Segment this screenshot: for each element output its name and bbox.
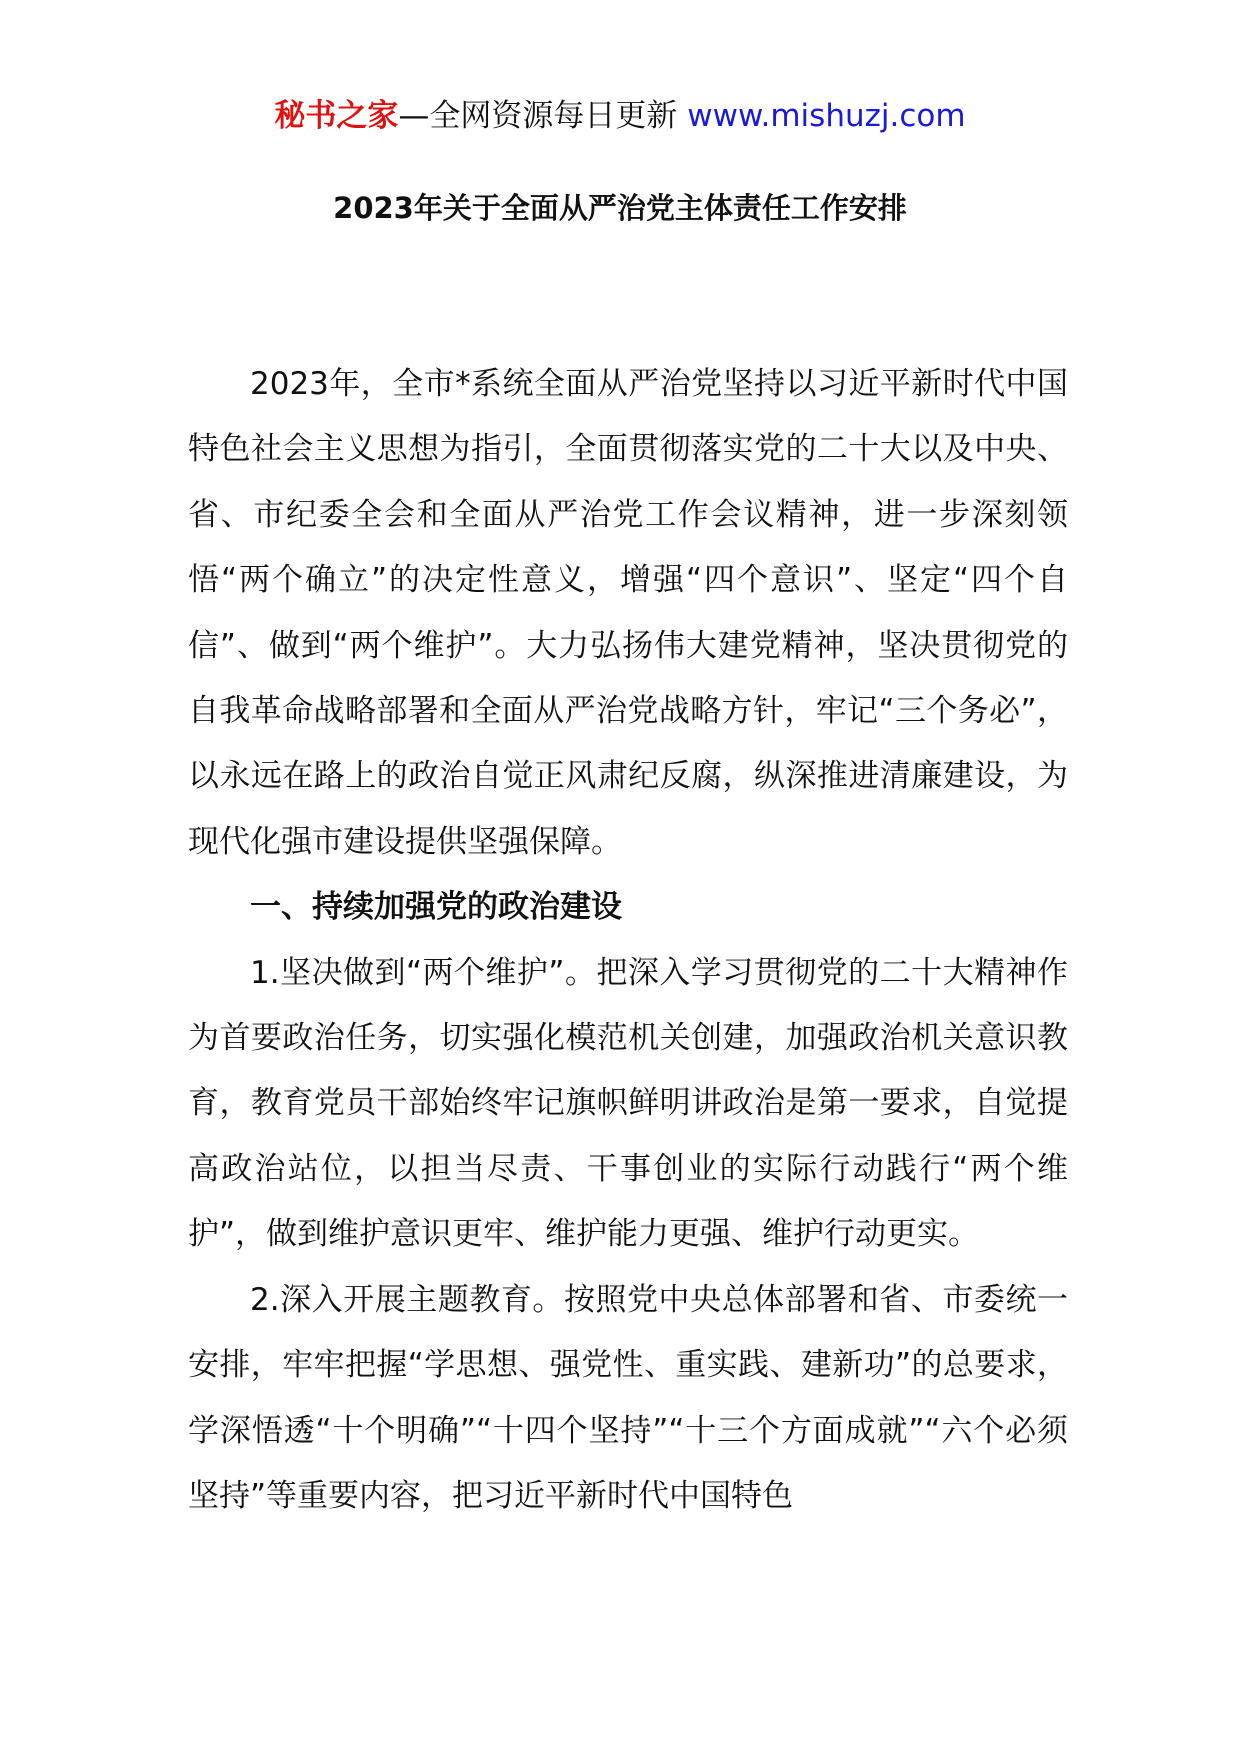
- header-slogan: —全网资源每日更新: [398, 98, 688, 134]
- intro-paragraph: 2023年，全市*系统全面从严治党坚持以习近平新时代中国特色社会主义思想为指引，全面贯彻落实党的二十大以及中央、省、市纪委全会和全面从严治党工作会议精神，进一步深刻领悟“两个确立”的决定性意义，增强“四个意识”、坚定“四个自信”、做到“两个维护”。大力弘扬伟大建党精神，坚决贯彻党的自我革命战略部署和全面从严治党战略方针，牢记“三个务必”，以永远在路上的政治自觉正风肃纪反腐，纵深推进清廉建设，为现代化强市建设提供坚强保障。: [188, 366, 1068, 860]
- document-title: 2023年关于全面从严治党主体责任工作安排: [333, 191, 907, 225]
- document-body: [188, 352, 1068, 1529]
- brand-name: 秘书之家: [274, 98, 399, 134]
- section-heading: 一、持续加强党的政治建设: [250, 889, 622, 926]
- site-url-link[interactable]: www.mishuzj.com: [687, 98, 966, 134]
- item-paragraph-1: 1.坚决做到“两个维护”。把深入学习贯彻党的二十大精神作为首要政治任务，切实强化模范机关创建，加强政治机关意识教育，教育党员干部始终牢记旗帜鲜明讲政治是第一要求，自觉提高政治站位，以担当尽责、干事创业的实际行动践行“两个维护”，做到维护意识更牢、维护能力更强、维护行动更实。: [188, 954, 1068, 1253]
- item-paragraph-2: 2.深入开展主题教育。按照党中央总体部署和省、市委统一安排，牢牢把握“学思想、强党性、重实践、建新功”的总要求，学深悟透“十个明确”“十四个坚持”“十三个方面成就”“六个必须坚持”等重要内容，把习近平新时代中国特色: [188, 1281, 1068, 1514]
- site-header: [0, 96, 1240, 136]
